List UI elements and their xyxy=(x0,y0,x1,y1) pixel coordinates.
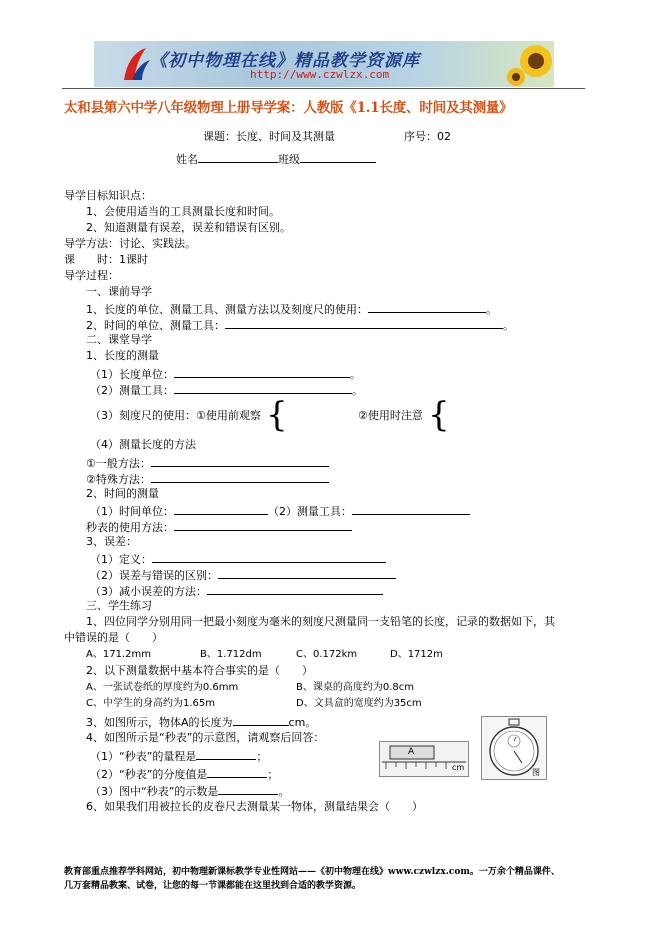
subsection-heading: 3、误差： xyxy=(86,535,137,548)
question-line: 1、长度的单位、测量工具、测量方法以及刻度尺的使用： 。 xyxy=(86,303,497,316)
hours-line: 课 时：1课时 xyxy=(64,253,148,266)
serial-number: 序号：02 xyxy=(404,130,451,143)
question-line: 1、四位同学分别用同一把最小刻度为毫米的刻度尺测量同一支铅笔的长度，记录的数据如下，其 xyxy=(86,615,555,628)
question-line: 4、如图所示是“秒表”的示意图，请观察后回答： xyxy=(86,731,325,744)
question-line: 6、如果我们用被拉长的皮卷尺去测量某一物体，测量结果会（ ） xyxy=(86,800,423,813)
process-heading: 导学过程： xyxy=(64,269,119,282)
banner-url[interactable]: http://www.czwlzx.com xyxy=(250,68,390,81)
question-line: （1）定义： xyxy=(90,551,386,567)
answer-option: D、文具盒的宽度约为35cm xyxy=(296,698,422,709)
topic-label: 课题：长度、时间及其测量 xyxy=(203,130,335,143)
stopwatch-figure xyxy=(481,716,547,780)
question-line: （3）刻度尺的使用：①使用前观察 xyxy=(90,409,261,422)
goal-item: 1、会使用适当的工具测量长度和时间。 xyxy=(86,205,280,218)
header-divider xyxy=(62,88,585,89)
name-field[interactable] xyxy=(176,151,376,167)
answer-option: D、1712m xyxy=(390,649,443,660)
footer-line: 教育部重点推荐学科网站，初中物理新课标教学专业性网站——《初中物理在线》www.czwlzx.com。一万余个精品课件、 xyxy=(64,867,560,877)
class-label: 班级 xyxy=(278,153,300,166)
question-line: （1）长度单位： 。 xyxy=(90,368,361,381)
answer-option: C、中学生的身高约为1.65m xyxy=(86,698,215,709)
question-line: （2）测量工具： 。 xyxy=(90,384,363,397)
document-title: 太和县第六中学八年级物理上册导学案：人教版《1.1长度、时间及其测量》 xyxy=(64,100,513,116)
question-line: （4）测量长度的方法 xyxy=(90,438,196,451)
footer-note xyxy=(64,865,560,893)
figure-label: cm xyxy=(452,763,465,772)
question-line: （1）时间单位： （2）测量工具： xyxy=(90,503,470,519)
answer-option: A、171.2mm xyxy=(86,649,151,660)
subsection-heading: 2、时间的测量 xyxy=(86,487,159,500)
answer-option: B、1.712dm xyxy=(200,649,262,660)
goal-item: 2、知道测量有误差，误差和错误有区别。 xyxy=(86,221,291,234)
question-line: （3）图中“秒表”的示数是 。 xyxy=(90,785,290,798)
name-label: 姓名 xyxy=(176,153,198,166)
question-line: 3、如图所示，物体A的长度为 cm。 xyxy=(86,716,317,729)
answer-option: A、一张试卷纸的厚度约为0.6mm xyxy=(86,682,239,693)
site-logo-icon xyxy=(120,44,152,84)
answer-option: B、课桌的高度约为0.8cm xyxy=(296,682,415,693)
question-line: 中错误的是（ ） xyxy=(64,631,163,644)
question-line: （2）误差与错误的区别： xyxy=(90,567,396,583)
figure-label: A xyxy=(408,747,415,757)
method-line: 导学方法：讨论、实践法。 xyxy=(64,237,196,250)
question-line: （3）减小误差的方法： xyxy=(90,583,383,599)
question-line: ②特殊方法： xyxy=(86,471,329,487)
question-line: 2、时间的单位、测量工具： 。 xyxy=(86,319,514,332)
brace-icon: { xyxy=(266,395,288,435)
footer-line: 几万套精品教案、试卷，让您的每一节课都能在这里找到合适的教学资源。 xyxy=(64,881,362,891)
figure-label: 图 xyxy=(532,768,540,777)
subsection-heading: 1、长度的测量 xyxy=(86,349,159,362)
banner-title: 《初中物理在线》精品教学资源库 xyxy=(150,51,420,71)
section-heading: 三、学生练习 xyxy=(86,599,152,612)
goals-heading: 导学目标知识点： xyxy=(64,189,152,202)
section-heading: 一、课前导学 xyxy=(86,285,152,298)
question-line: ②使用时注意 xyxy=(358,409,423,422)
brace-icon: { xyxy=(428,395,450,435)
ruler-figure xyxy=(379,741,469,777)
question-line: 秒表的使用方法： xyxy=(86,519,352,535)
question-line: ①一般方法： xyxy=(86,455,329,471)
sunflower-icon xyxy=(506,41,554,87)
section-heading: 二、课堂导学 xyxy=(86,333,152,346)
question-line: （1）“秒表”的量程是 ； xyxy=(90,750,268,763)
question-line: （2）“秒表”的分度值是 ； xyxy=(90,768,279,781)
question-line: 2、以下测量数据中基本符合事实的是（ ） xyxy=(86,664,313,677)
answer-option: C、0.172km xyxy=(296,649,358,660)
